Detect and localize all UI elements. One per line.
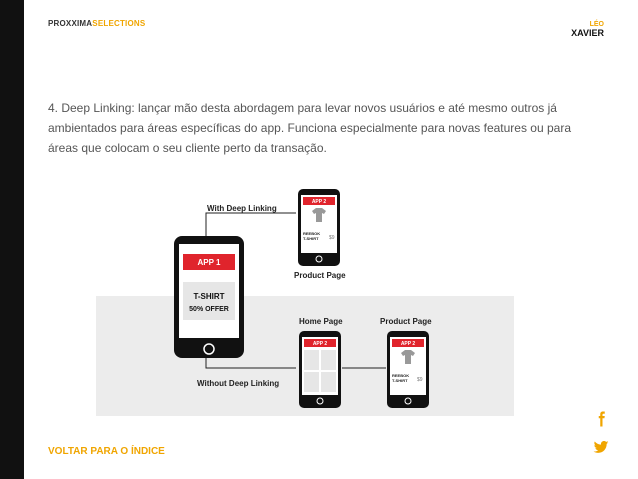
- body-paragraph: 4. Deep Linking: lançar mão desta abordagem para levar novos usuários e até mesmo outros já ambientados para áreas específicas do app. Funciona especialmente para novas features ou para áreas que colocam o seu cliente perto da transação.: [48, 101, 571, 155]
- phone-home-banner: APP 2: [312, 341, 328, 347]
- facebook-icon[interactable]: [592, 410, 610, 428]
- home-grid-tile-1: [304, 350, 319, 370]
- deep-linking-diagram: [96, 186, 516, 416]
- home-grid-tile-3: [304, 372, 319, 392]
- phone-bottom-banner: APP 2: [400, 341, 416, 347]
- left-sidebar-bar: [0, 0, 24, 479]
- logo-line-2: XAVIER: [571, 28, 604, 38]
- phone-top-home-button: [316, 256, 322, 262]
- without-deep-linking-label: Without Deep Linking: [197, 379, 280, 388]
- phone-product-page-bottom: [387, 331, 429, 408]
- twitter-icon[interactable]: [592, 438, 610, 456]
- back-to-index-link[interactable]: VOLTAR PARA O ÍNDICE: [48, 446, 165, 457]
- phone-bottom-price: $9: [417, 377, 423, 383]
- brand-header: [48, 19, 145, 28]
- main-phone: [174, 236, 244, 358]
- main-phone-offer: 50% OFFER: [189, 306, 229, 313]
- author-logo: [571, 20, 604, 38]
- phone-top-product-name: REEBOK: [303, 231, 321, 236]
- home-grid-tile-2: [321, 350, 336, 370]
- main-phone-home-button: [204, 344, 214, 354]
- phone-top-banner: APP 2: [311, 199, 327, 205]
- home-grid-tile-4: [321, 372, 336, 392]
- phone-top-product-type: T-SHIRT: [303, 236, 319, 241]
- product-page-label-bottom: Product Page: [380, 317, 432, 326]
- phone-home-home-button: [317, 398, 323, 404]
- phone-bottom-product-type: T-SHIRT: [392, 378, 408, 383]
- home-page-label: Home Page: [299, 317, 343, 326]
- brand-name: PROXXIMA: [48, 19, 93, 28]
- main-phone-banner: APP 1: [197, 258, 221, 267]
- phone-bottom-home-button: [405, 398, 411, 404]
- phone-product-page-top: [298, 189, 340, 266]
- logo-line-1: LÉO: [589, 21, 604, 28]
- phone-bottom-product-name: REEBOK: [392, 373, 410, 378]
- with-deep-linking-label: With Deep Linking: [207, 204, 277, 213]
- phone-home-page: [299, 331, 341, 408]
- phone-top-price: $9: [329, 235, 335, 241]
- brand-subtitle: SELECTIONS: [92, 19, 146, 28]
- product-page-label-top: Product Page: [294, 271, 346, 280]
- main-phone-product: T-SHIRT: [193, 292, 225, 301]
